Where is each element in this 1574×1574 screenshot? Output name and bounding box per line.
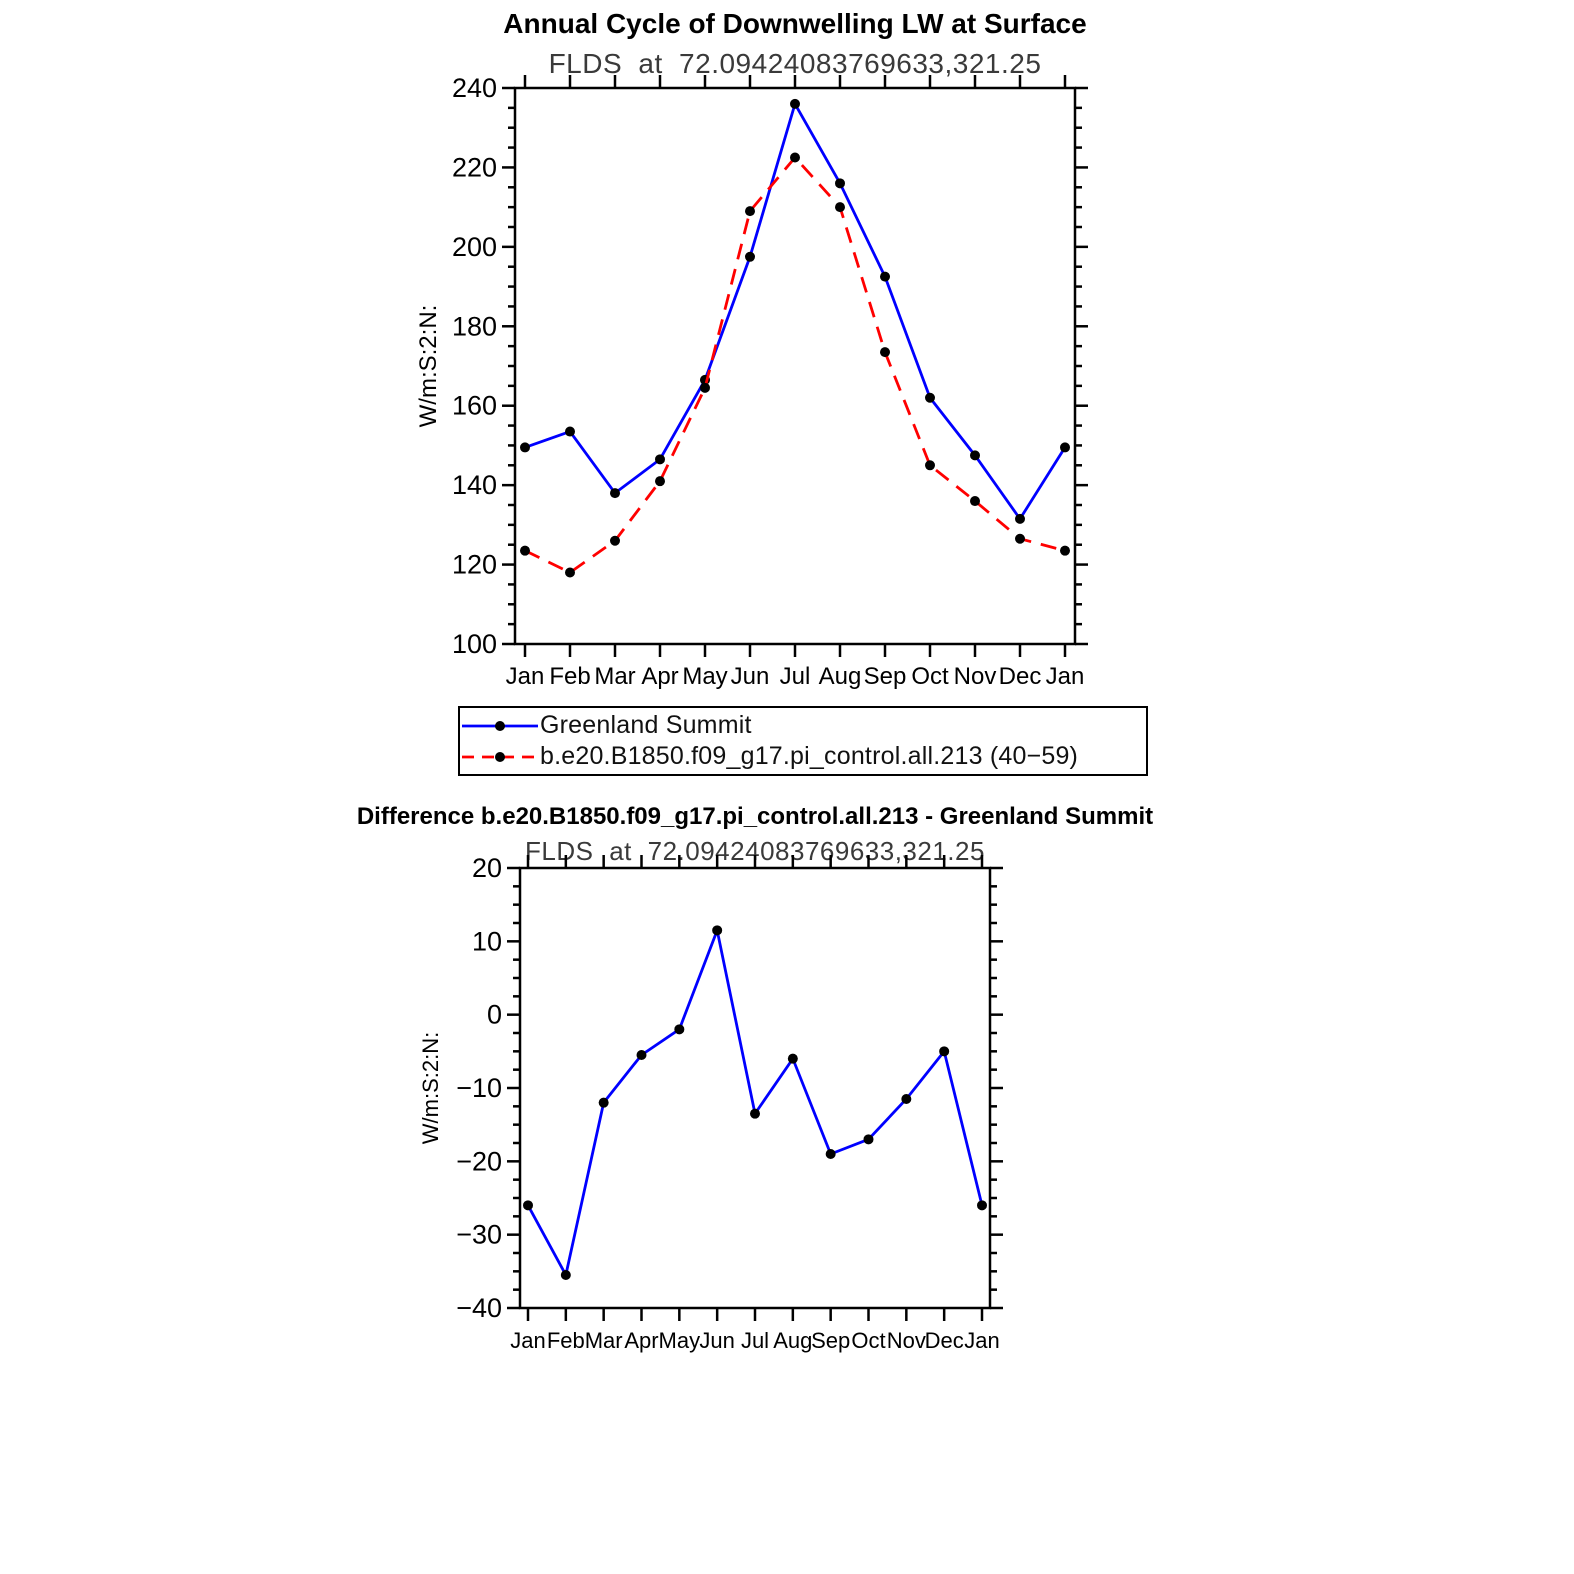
y-tick-label: 120 [451, 549, 497, 580]
data-point-marker [610, 536, 620, 546]
data-point-marker [745, 206, 755, 216]
data-point-marker [520, 442, 530, 452]
x-tick-label: Sep [863, 663, 907, 690]
y-tick-label: 0 [486, 999, 502, 1030]
x-tick-label: Oct [911, 663, 949, 690]
data-point-marker [790, 153, 800, 163]
data-point-marker [1015, 514, 1025, 524]
data-point-marker [565, 568, 575, 578]
y-tick-label: 140 [451, 470, 497, 501]
x-tick-label: Aug [818, 663, 862, 690]
series-line-1 [525, 158, 1065, 573]
x-tick-label: May [682, 663, 728, 690]
x-tick-label: Jan [505, 663, 545, 690]
annual-cycle-chart-subtitle: FLDS at 72.09424083769633,321.25 [548, 48, 1042, 79]
data-point-marker [880, 347, 890, 357]
data-point-marker [835, 202, 845, 212]
x-tick-label: Feb [549, 663, 591, 690]
data-point-marker [970, 496, 980, 506]
legend-dashed-line-sample [460, 742, 540, 772]
x-tick-label: Sep [811, 1328, 851, 1353]
plot-frame [515, 88, 1075, 644]
annual-cycle-chart-canvas [380, 60, 1200, 720]
data-point-marker [599, 1098, 609, 1108]
data-point-marker [655, 476, 665, 486]
data-point-marker [925, 393, 935, 403]
chart-legend [458, 706, 1148, 776]
data-point-marker [655, 454, 665, 464]
y-axis-label: W/m:S:2:N: [418, 1031, 443, 1145]
data-point-marker [674, 1024, 684, 1034]
data-point-marker [788, 1054, 798, 1064]
x-tick-label: Mar [584, 1328, 623, 1353]
plot-frame [520, 868, 990, 1308]
data-point-marker [939, 1046, 949, 1056]
data-point-marker [745, 252, 755, 262]
y-tick-label: 180 [451, 311, 497, 342]
data-point-marker [1015, 534, 1025, 544]
data-point-marker [826, 1149, 836, 1159]
y-tick-label: 200 [451, 231, 497, 262]
x-tick-label: Nov [886, 1328, 926, 1353]
x-tick-label: Apr [641, 663, 679, 690]
x-tick-label: May [658, 1328, 701, 1353]
data-point-marker [970, 450, 980, 460]
x-tick-label: Mar [594, 663, 636, 690]
x-tick-label: Jul [779, 663, 811, 690]
series-line-0 [528, 930, 982, 1275]
data-point-marker [790, 99, 800, 109]
legend-label-greenland-summit: Greenland Summit [540, 711, 752, 739]
data-point-marker [1060, 442, 1070, 452]
x-tick-label: Aug [773, 1328, 813, 1353]
y-axis-label: W/m:S:2:N: [415, 304, 442, 428]
x-tick-label: Oct [851, 1328, 886, 1353]
data-point-marker [637, 1050, 647, 1060]
data-point-marker [565, 427, 575, 437]
x-tick-label: Jun [730, 663, 770, 690]
y-tick-label: −20 [456, 1146, 502, 1177]
y-tick-label: −10 [456, 1073, 502, 1103]
y-tick-label: 160 [451, 390, 497, 421]
difference-chart-canvas [380, 850, 1200, 1370]
x-tick-label: Dec [998, 663, 1042, 690]
x-tick-label: Jan [1045, 663, 1085, 690]
x-tick-label: Jul [740, 1328, 770, 1353]
x-tick-label: Apr [624, 1328, 659, 1353]
x-tick-label: Jan [510, 1328, 546, 1353]
data-point-marker [835, 178, 845, 188]
y-tick-label: −40 [456, 1293, 502, 1323]
data-point-marker [520, 546, 530, 556]
data-point-marker [901, 1094, 911, 1104]
data-point-marker [712, 925, 722, 935]
data-point-marker [523, 1200, 533, 1210]
legend-item-pi-control [460, 741, 1146, 772]
data-point-marker [977, 1200, 987, 1210]
legend-label-pi-control: b.e20.B1850.f09_g17.pi_control.all.213 (40−59) [540, 742, 1079, 770]
series-line-0 [525, 104, 1065, 519]
x-tick-label: Jan [964, 1328, 1000, 1353]
legend-item-greenland-summit [460, 710, 1146, 741]
x-tick-label: Jun [699, 1328, 735, 1353]
data-point-marker [561, 1270, 571, 1280]
y-tick-label: 240 [451, 73, 497, 103]
data-point-marker [750, 1109, 760, 1119]
y-tick-label: 20 [471, 853, 502, 883]
y-tick-label: 10 [471, 926, 502, 957]
data-point-marker [880, 272, 890, 282]
annual-cycle-chart-title: Annual Cycle of Downwelling LW at Surface [503, 8, 1087, 39]
data-point-marker [1060, 546, 1070, 556]
x-tick-label: Feb [546, 1328, 585, 1353]
y-tick-label: 100 [451, 629, 497, 659]
data-point-marker [864, 1134, 874, 1144]
x-tick-label: Dec [924, 1328, 964, 1353]
x-tick-label: Nov [953, 663, 997, 690]
data-point-marker [925, 460, 935, 470]
legend-solid-line-sample [460, 711, 540, 741]
difference-chart-subtitle: FLDS at 72.09424083769633,321.25 [525, 836, 985, 866]
y-tick-label: 220 [451, 152, 497, 183]
data-point-marker [700, 383, 710, 393]
y-tick-label: −30 [456, 1219, 502, 1250]
difference-chart-title: Difference b.e20.B1850.f09_g17.pi_control.all.213 - Greenland Summit [356, 803, 1154, 830]
data-point-marker [610, 488, 620, 498]
